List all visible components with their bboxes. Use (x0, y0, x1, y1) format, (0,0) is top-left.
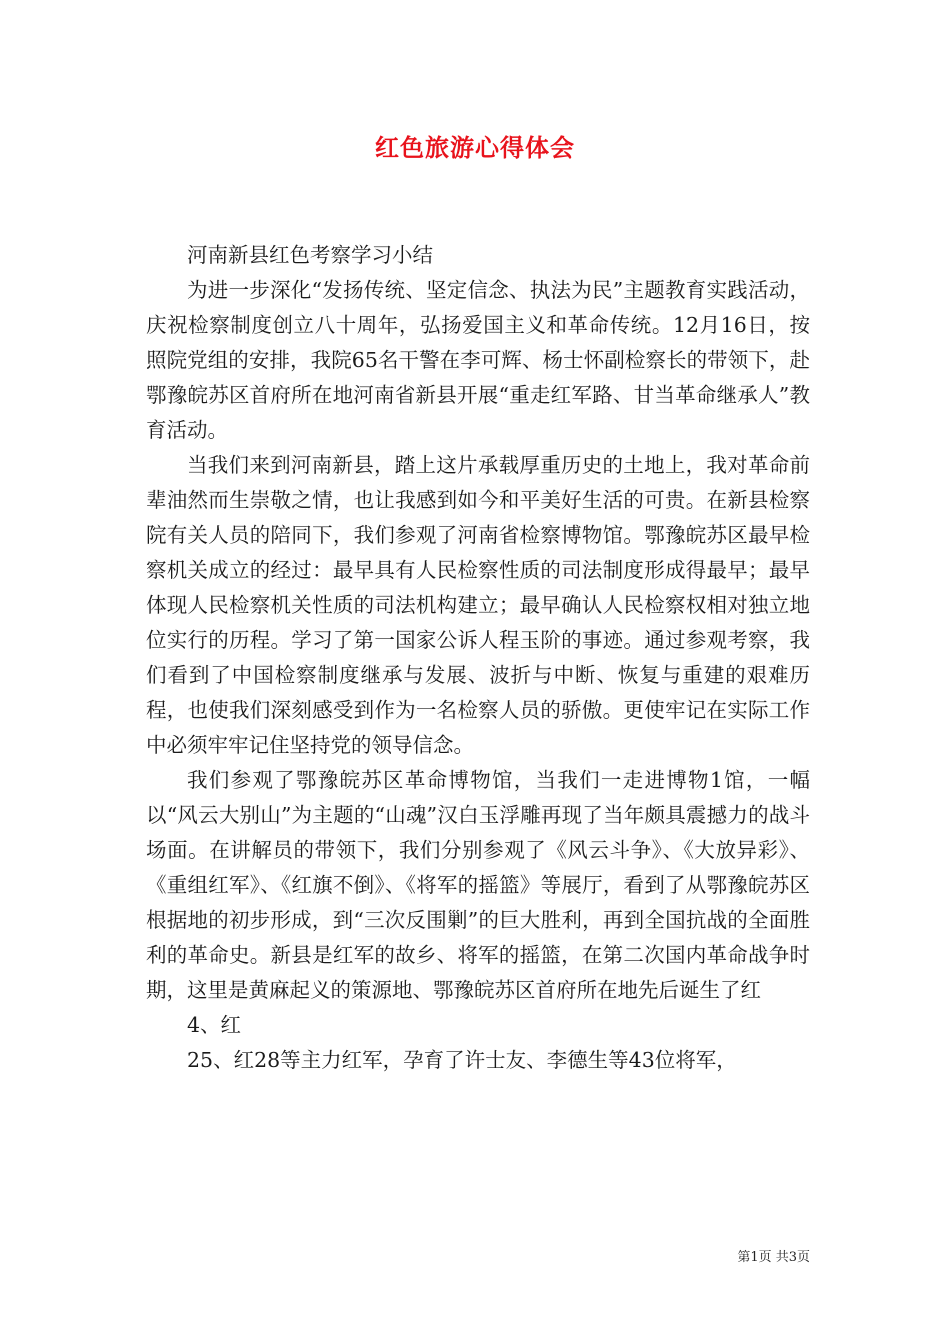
document-title: 红色旅游心得体会 (375, 133, 575, 162)
document-body (146, 238, 810, 1078)
paragraph-subtitle: 河南新县红色考察学习小结 (187, 243, 433, 267)
paragraph-museum-procuratorate: 当我们来到河南新县，踏上这片承载厚重历史的土地上，我对革命前辈油然而生崇敬之情，也让我感到如今和平美好生活的可贵。在新县检察院有关人员的陪同下，我们参观了河南省检察博物馆。鄂豫皖苏区最早检察机关成立的经过：最早具有人民检察性质的司法制度形成得最早；最早体现人民检察机关性质的司法机构建立；最早确认人民检察权相对独立地位实行的历程。学习了第一国家公诉人程玉阶的事迹。通过参观考察，我们看到了中国检察制度继承与发展、波折与中断、恢复与重建的艰难历程，也使我们深刻感受到作为一名检察人员的骄傲。更使牢记在实际工作中必须牢牢记住坚持党的领导信念。 (146, 453, 810, 757)
paragraph-fragment-1: 4、红 (187, 1013, 242, 1037)
page-number-footer: 第1页 共3页 (737, 1250, 810, 1265)
paragraph-museum-revolution: 我们参观了鄂豫皖苏区革命博物馆，当我们一走进博物1馆，一幅以“风云大别山”为主题的“山魂”汉白玉浮雕再现了当年颇具震撼力的战斗场面。在讲解员的带领下，我们分别参观了《风云斗争》、《大放异彩》、《重组红军》、《红旗不倒》、《将军的摇篮》等展厅，看到了从鄂豫皖苏区根据地的初步形成，到“三次反围剿”的巨大胜利，再到全国抗战的全面胜利的革命史。新县是红军的故乡、将军的摇篮，在第二次国内革命战争时期，这里是黄麻起义的策源地、鄂豫皖苏区首府所在地先后诞生了红 (146, 768, 810, 1002)
paragraph-fragment-2: 25、红28等主力红军，孕育了许士友、李德生等43位将军， (187, 1048, 737, 1072)
paragraph-intro: 为进一步深化“发扬传统、坚定信念、执法为民”主题教育实践活动，庆祝检察制度创立八十周年，弘扬爱国主义和革命传统。12月16日，按照院党组的安排，我院65名干警在李可辉、杨士怀副检察长的带领下，赴鄂豫皖苏区首府所在地河南省新县开展“重走红军路、甘当革命继承人”教育活动。 (146, 278, 810, 442)
